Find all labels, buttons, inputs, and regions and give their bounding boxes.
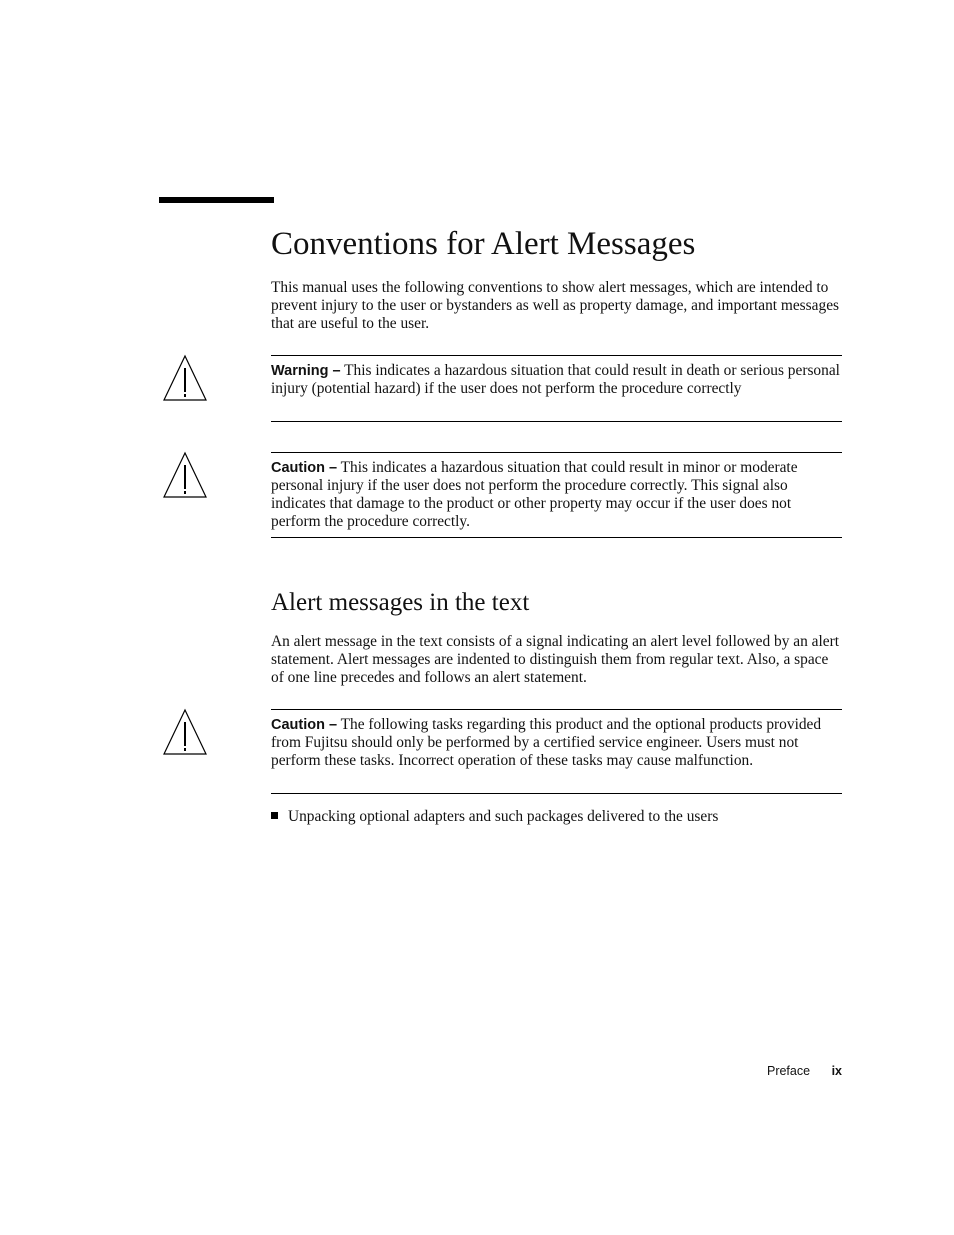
warning-statement: This indicates a hazardous situation that could result in death or serious personal injury (potential hazard) if the user does not perform the procedure correctly (271, 362, 840, 397)
caution-triangle-icon (162, 451, 208, 499)
section-rule-bar (159, 197, 274, 203)
caution-statement: This indicates a hazardous situation that could result in minor or moderate personal injury if the user does not perform the procedure correctly. This signal also indicates that damage to the product or other property may occur if the user does not perform the procedure correctly. (271, 459, 798, 530)
intro-paragraph: This manual uses the following conventions to show alert messages, which are intended to prevent injury to the user or bystanders as well as property damage, and important messages that are useful to the user. (271, 279, 840, 332)
page-number: ix (831, 1064, 842, 1078)
page-footer (767, 1064, 842, 1078)
warning-signal: Warning – (271, 363, 341, 379)
section-caution-text (271, 716, 842, 770)
section-body: An alert message in the text consists of a signal indicating an alert level followed by an alert statement. Alert messages are indented to distinguish them from regular text. Also, a space of one line precedes and follows an alert statement. (271, 633, 839, 686)
page-title: Conventions for Alert Messages (271, 226, 696, 262)
caution-triangle-icon (162, 708, 208, 756)
warning-triangle-icon (162, 354, 208, 402)
section-caution-alert (271, 709, 842, 794)
warning-alert (271, 355, 842, 422)
section-caution-statement: The following tasks regarding this product and the optional products provided from Fujitsu should only be performed by a certified service engineer. Users must not perform these tasks. Incorrect operation of these tasks may cause malfunction. (271, 716, 822, 769)
section-caution-signal: Caution – (271, 717, 338, 733)
bullet-square-icon (271, 812, 278, 819)
caution-signal: Caution – (271, 460, 338, 476)
list-item-text: Unpacking optional adapters and such packages delivered to the users (288, 808, 719, 825)
caution-alert (271, 452, 842, 538)
caution-alert-text (271, 459, 842, 531)
footer-label: Preface (766, 1064, 811, 1078)
warning-alert-text (271, 362, 842, 398)
section-title: Alert messages in the text (271, 589, 530, 616)
list-item (271, 808, 718, 826)
